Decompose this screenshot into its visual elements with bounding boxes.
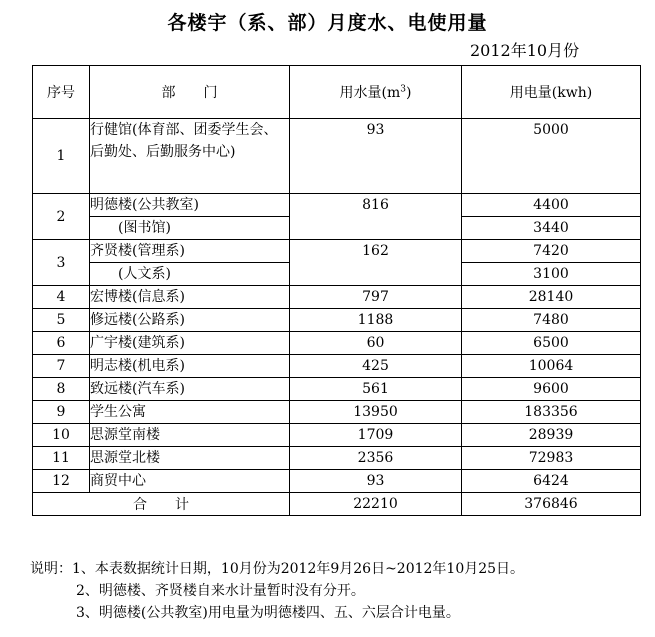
table-row	[33, 119, 641, 194]
header-water-close: )	[406, 85, 412, 101]
header-index: 序号	[33, 66, 90, 119]
row-index: 2	[33, 194, 90, 240]
row-electricity: 4400	[462, 194, 641, 217]
row-electricity: 7420	[462, 240, 641, 263]
note-2: 2、明德楼、齐贤楼自来水计量暂时没有分开。	[76, 583, 365, 599]
row-water: 162	[290, 240, 462, 286]
row-department-sub: (图书馆)	[90, 217, 290, 240]
row-electricity: 28939	[462, 424, 641, 447]
note-1: 说明：1、本表数据统计日期，10月份为2012年9月26日~2012年10月25日。	[30, 561, 525, 577]
row-water: 797	[290, 286, 462, 309]
table-row	[33, 240, 641, 263]
row-water: 425	[290, 355, 462, 378]
row-index: 5	[33, 309, 90, 332]
row-index: 11	[33, 447, 90, 470]
row-water: 561	[290, 378, 462, 401]
row-water: 13950	[290, 401, 462, 424]
row-electricity: 72983	[462, 447, 641, 470]
row-electricity: 10064	[462, 355, 641, 378]
notes	[30, 558, 524, 624]
row-index: 3	[33, 240, 90, 286]
total-label: 合 计	[33, 493, 290, 516]
row-electricity: 183356	[462, 401, 641, 424]
table-row	[33, 355, 641, 378]
table-row	[33, 424, 641, 447]
row-department: 明志楼(机电系)	[90, 355, 290, 378]
row-index: 4	[33, 286, 90, 309]
table-row	[33, 470, 641, 493]
row-department: 思源堂南楼	[90, 424, 290, 447]
row-water: 1188	[290, 309, 462, 332]
row-electricity: 6424	[462, 470, 641, 493]
row-index: 9	[33, 401, 90, 424]
total-electricity: 376846	[462, 493, 641, 516]
table-row	[33, 378, 641, 401]
header-water-unit-exponent: 3	[400, 84, 406, 95]
row-department: 商贸中心	[90, 470, 290, 493]
row-electricity: 6500	[462, 332, 641, 355]
row-index: 8	[33, 378, 90, 401]
row-department: 宏博楼(信息系)	[90, 286, 290, 309]
row-index: 1	[33, 119, 90, 194]
row-index: 7	[33, 355, 90, 378]
table-row	[33, 286, 641, 309]
table-row	[33, 332, 641, 355]
row-index: 12	[33, 470, 90, 493]
row-electricity: 3440	[462, 217, 641, 240]
note-3: 3、明德楼(公共教室)用电量为明德楼四、五、六层合计电量。	[76, 605, 460, 621]
row-department: 致远楼(汽车系)	[90, 378, 290, 401]
table-row	[33, 194, 641, 217]
row-department: 学生公寓	[90, 401, 290, 424]
report-period: 2012年10月份	[470, 41, 580, 60]
row-index: 10	[33, 424, 90, 447]
table-header-row	[33, 66, 641, 119]
row-electricity: 3100	[462, 263, 641, 286]
row-water: 1709	[290, 424, 462, 447]
table-row	[33, 401, 641, 424]
row-department: 思源堂北楼	[90, 447, 290, 470]
total-row	[33, 493, 641, 516]
row-electricity: 9600	[462, 378, 641, 401]
row-water: 60	[290, 332, 462, 355]
row-water: 816	[290, 194, 462, 240]
table-row	[33, 309, 641, 332]
report-title: 各楼宇（系、部）月度水、电使用量	[167, 12, 488, 34]
row-department: 行健馆(体育部、团委学生会、后勤处、后勤服务中心)	[90, 119, 290, 194]
row-department: 齐贤楼(管理系)	[90, 240, 290, 263]
table-row	[33, 447, 641, 470]
header-electricity: 用电量(kwh)	[462, 66, 641, 119]
row-water: 93	[290, 119, 462, 194]
row-department: 修远楼(公路系)	[90, 309, 290, 332]
row-electricity: 5000	[462, 119, 641, 194]
header-department: 部 门	[90, 66, 290, 119]
row-department: 明德楼(公共教室)	[90, 194, 290, 217]
row-electricity: 28140	[462, 286, 641, 309]
row-index: 6	[33, 332, 90, 355]
row-department: 广宇楼(建筑系)	[90, 332, 290, 355]
header-water	[290, 66, 462, 119]
row-department-sub: (人文系)	[90, 263, 290, 286]
header-water-label: 用水量(m	[339, 85, 401, 101]
total-water: 22210	[290, 493, 462, 516]
row-water: 93	[290, 470, 462, 493]
usage-table	[32, 65, 641, 516]
row-electricity: 7480	[462, 309, 641, 332]
row-water: 2356	[290, 447, 462, 470]
